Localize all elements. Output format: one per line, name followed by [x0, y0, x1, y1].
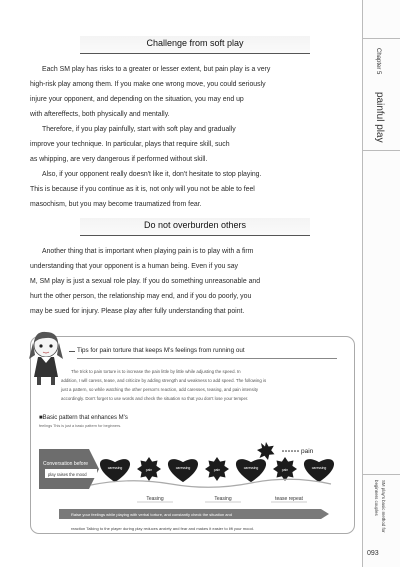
paragraph-line: high-risk play among them. If you make one wrong move, you could seriously: [30, 81, 266, 88]
paragraph-line: improve your technique. In particular, plays that require skill, such: [30, 141, 230, 148]
pattern-diagram: [31, 337, 356, 535]
page-number: 093: [367, 550, 379, 557]
section-heading-overburden: Do not overburden others: [80, 218, 310, 236]
chapter-label: Chapter 5: [375, 48, 381, 75]
divider: [363, 150, 400, 151]
under-labels-row: [137, 496, 307, 502]
tip-line: just a pattern, so while watching the other person's reaction, add caresses, teasing, and pain intensity: [61, 387, 259, 392]
pain-label: pain: [145, 468, 153, 472]
svg-text:Teasing: Teasing: [146, 496, 164, 502]
tip-title-text: Tips for pain torture that keeps M's feelings from running out: [77, 347, 245, 354]
caressing-label: caressing: [175, 466, 191, 470]
caressing-heart-icon: [168, 459, 198, 482]
pain-starburst-icon: [273, 457, 297, 481]
pain-label: pain: [213, 468, 221, 472]
paragraph-line: This is because if you continue as it is, not only will you not be able to feel: [30, 186, 255, 193]
svg-text:tease repeat: tease repeat: [275, 496, 303, 502]
paragraph-line: understanding that your opponent is a human being. Even if you say: [30, 263, 239, 270]
chapter-side-tab: [362, 0, 400, 567]
caressing-label: caressing: [107, 466, 123, 470]
tip-line: addition, I will caress, tease, and criticize by adding strength and weakness to add speed. The following is: [61, 378, 267, 383]
baseline-curve: [91, 479, 331, 487]
hearts-row: [100, 457, 334, 482]
mood-label: play raises the mood: [48, 472, 87, 477]
conversation-before-label: Conversation before: [43, 461, 89, 467]
arrow-text: Raise your feelings while playing with verbal torture, and constantly check the situation and: [71, 512, 232, 517]
section-heading-soft-play: Challenge from soft play: [80, 36, 310, 54]
paragraph-line: as whipping, are very dangerous if performed without skill.: [30, 156, 208, 163]
paragraph-line: hurt the other person, the relationship may end, and if you do poorly, you: [30, 293, 252, 300]
paragraph-line: Another thing that is important when playing pain is to play with a firm: [42, 248, 254, 255]
caressing-label: caressing: [311, 466, 327, 470]
running-title: SM play's basic method for beginners couples: [374, 480, 386, 533]
tip-line: The trick to pain torture is to increase the pain little by little while adjusting the speed. In: [71, 369, 241, 374]
caressing-label: caressing: [243, 466, 259, 470]
paragraph-line: masochism, but you may become traumatized from fear.: [30, 201, 202, 208]
paragraph-line: Therefore, if you play painfully, start with soft play and gradually: [42, 126, 236, 133]
footer-text: reaction Talking to the player during play reduces anxiety and fear and makes it easier to lift your mood.: [71, 526, 254, 531]
paragraph-line: with aftereffects, both physically and mentally.: [30, 111, 170, 118]
legend-dots: [282, 450, 299, 452]
caressing-heart-icon: [304, 459, 334, 482]
main-column: [30, 36, 360, 319]
pain-starburst-icon: [137, 457, 161, 481]
caressing-heart-icon: [100, 459, 130, 482]
pain-starburst-icon: [205, 457, 229, 481]
tip-box: [30, 336, 355, 534]
under-label: [205, 496, 241, 502]
divider: [363, 38, 400, 39]
pain-legend-icon: [257, 442, 275, 460]
under-label: [137, 496, 173, 502]
pain-label: pain: [281, 468, 289, 472]
svg-text:Teasing: Teasing: [214, 496, 232, 502]
paragraph-line: may be sued for injury. Please play after fully understanding that point.: [30, 308, 245, 315]
divider: [363, 474, 400, 475]
paragraph-line: Each SM play has risks to a greater or lesser extent, but pain play is a very: [42, 66, 271, 73]
section2-body: [30, 244, 360, 319]
pattern-title: ■Basic pattern that enhances M's: [39, 415, 128, 421]
paragraph-line: M, SM play is just a sexual role play. If you do something unreasonable and: [30, 278, 261, 285]
legend-pain-label: pain: [301, 448, 314, 455]
paragraph-line: injure your opponent, and depending on the situation, you may end up: [30, 96, 244, 103]
section1-body: [30, 62, 360, 212]
pattern-subtitle: feelings This is just a basic pattern for beginners.: [39, 424, 122, 428]
chapter-title: painful play: [374, 92, 385, 143]
paragraph-line: Also, if your opponent really doesn't like it, don't hesitate to stop playing.: [42, 171, 262, 178]
caressing-heart-icon: [236, 459, 266, 482]
under-label: [271, 496, 307, 502]
tip-line: accordingly. Don't forget to use words and check the situation so that you don't lose your temper.: [61, 396, 249, 401]
